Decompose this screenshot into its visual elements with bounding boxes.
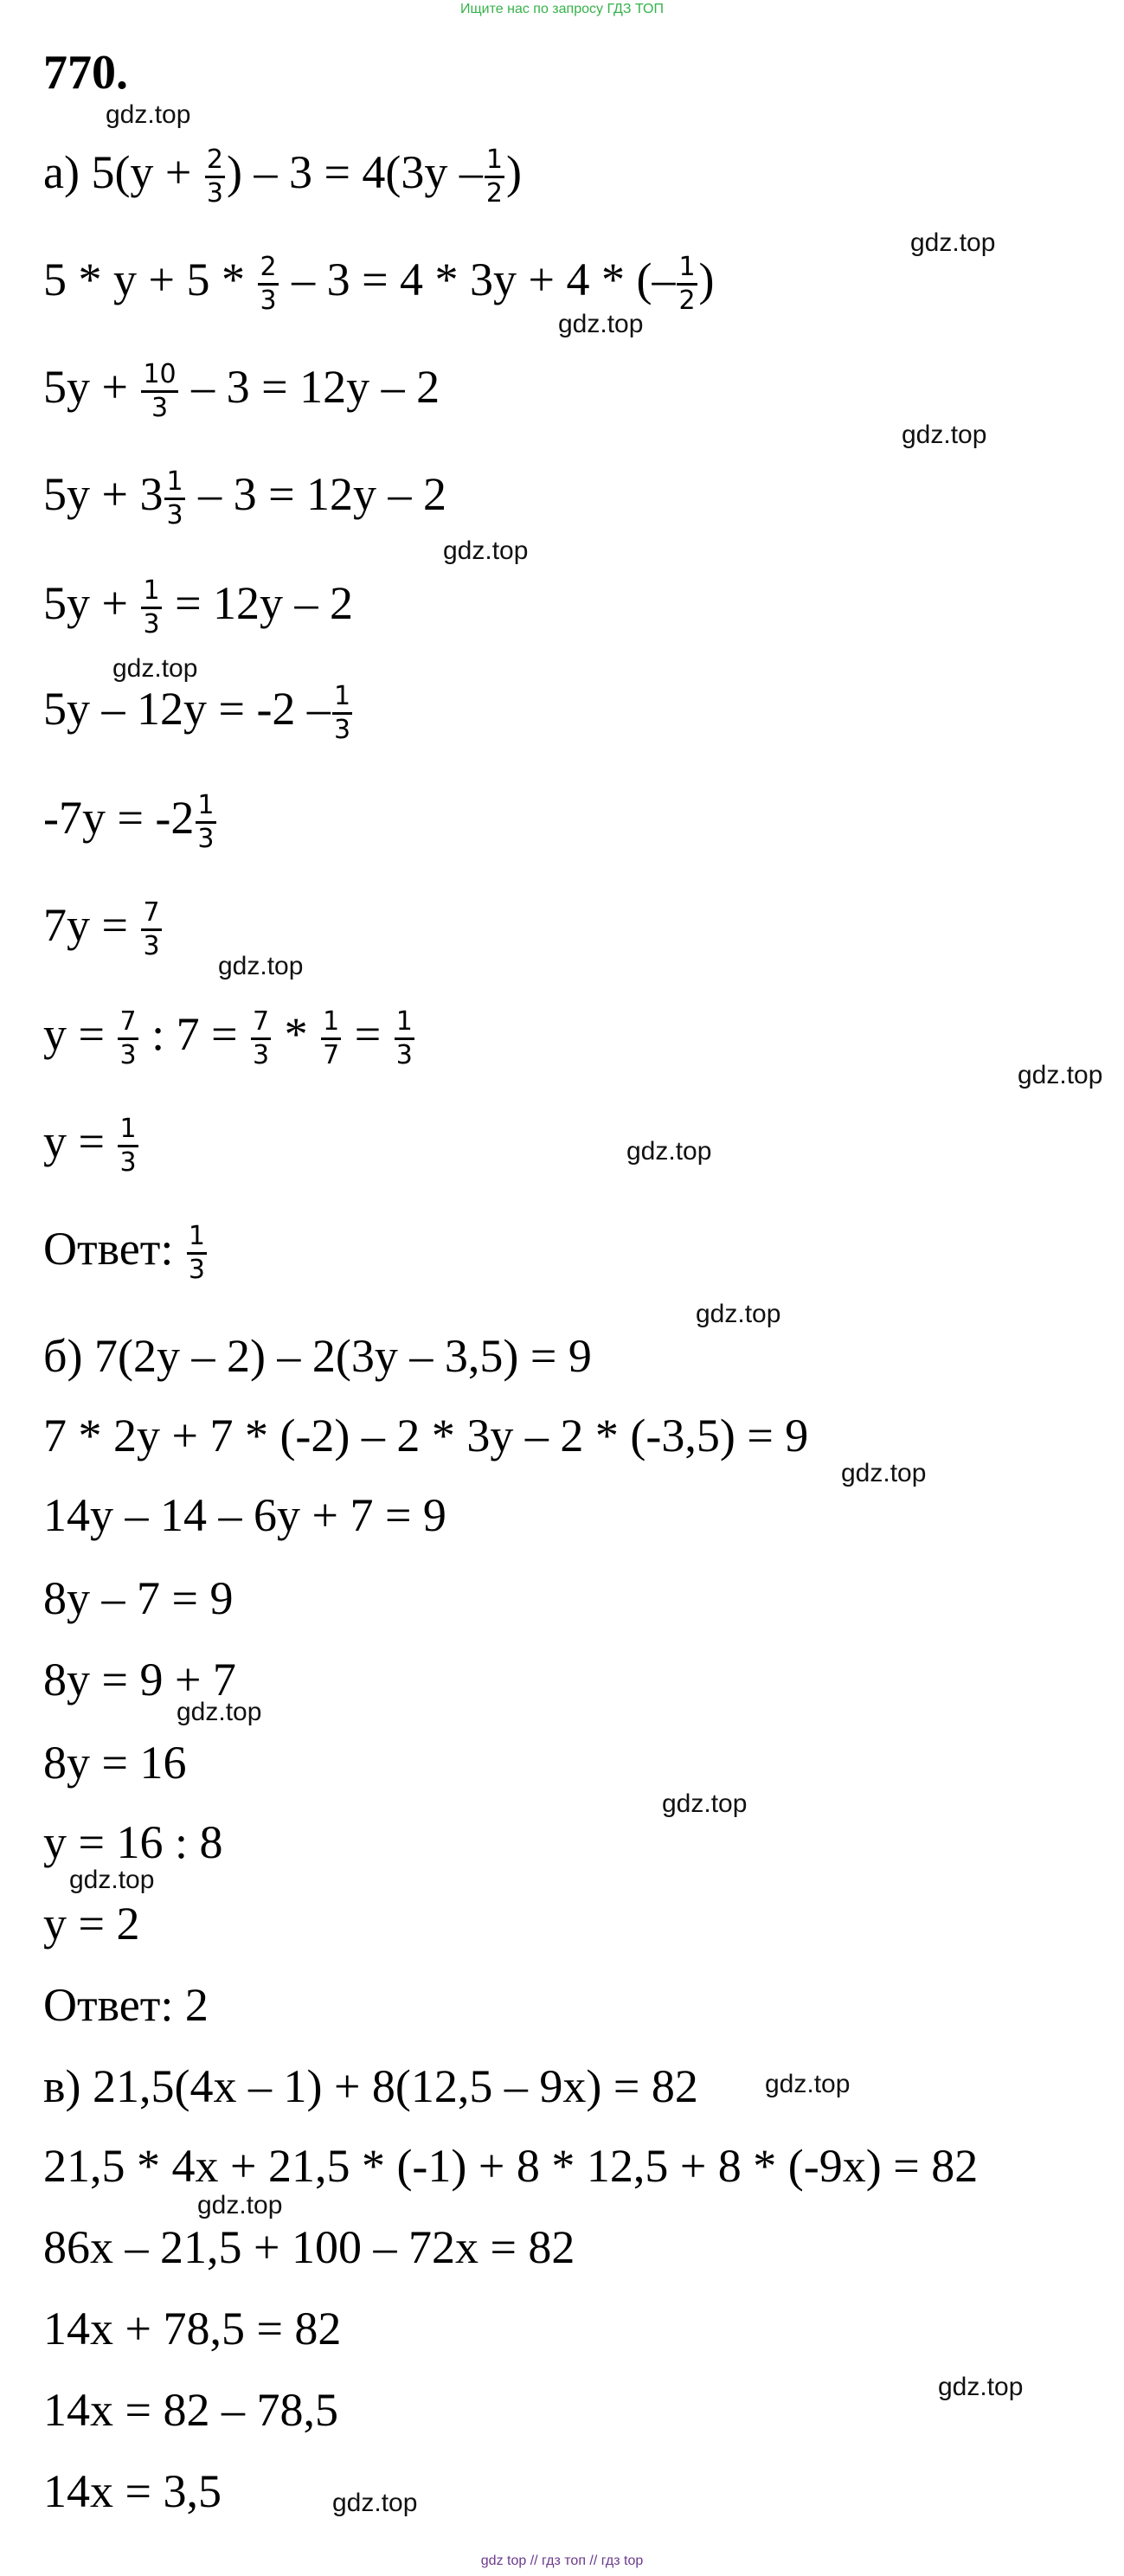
equation-b-line-6: 8y = 16 <box>43 1737 187 1789</box>
equation-a-line-1: а) 5(y + $\frac{2}{3}$ ) – 3 = 4(3y – $\frac{1}{2}$ ) <box>43 145 522 209</box>
search-banner[interactable]: Ищите нас по запросу ГДЗ ТОП <box>460 2 664 16</box>
answer-b: Ответ: 2 <box>43 1979 209 2031</box>
watermark: gdz.top <box>938 2373 1024 2401</box>
equation-a-line-5: 5y + $\frac{1}{3}$ = 12y – 2 <box>43 575 354 639</box>
equation-c-line-2: 21,5 * 4x + 21,5 * (-1) + 8 * 12,5 + 8 * (-9x) = 82 <box>43 2140 979 2192</box>
watermark: gdz.top <box>910 228 996 257</box>
equation-a-line-7: -7y = -2 $\frac{1}{3}$ <box>43 790 215 854</box>
fraction: $\frac{1}{3}$ <box>188 1221 205 1285</box>
fraction: $\frac{7}{3}$ <box>119 1006 137 1070</box>
watermark: gdz.top <box>1018 1061 1103 1089</box>
equation-c-line-6: 14x = 3,5 <box>43 2465 222 2517</box>
fraction: $\frac{1}{3}$ <box>333 681 351 745</box>
fraction: $\frac{2}{3}$ <box>206 145 223 209</box>
fraction: $\frac{1}{3}$ <box>395 1006 413 1070</box>
watermark: gdz.top <box>332 2489 418 2517</box>
equation-c-line-3: 86x – 21,5 + 100 – 72x = 82 <box>43 2221 575 2273</box>
footer-links[interactable]: gdz top // гдз топ // гдз top <box>480 2554 644 2568</box>
fraction: $\frac{1}{2}$ <box>678 252 696 316</box>
equation-a-line-8: 7y = $\frac{7}{3}$ <box>43 897 160 961</box>
watermark: gdz.top <box>443 536 529 565</box>
fraction: $\frac{1}{7}$ <box>323 1006 340 1070</box>
watermark: gdz.top <box>112 654 198 683</box>
watermark: gdz.top <box>197 2191 283 2219</box>
equation-c-line-1: в) 21,5(4x – 1) + 8(12,5 – 9x) = 82 <box>43 2060 698 2112</box>
fraction: $\frac{7}{3}$ <box>143 897 160 961</box>
equation-b-line-5: 8y = 9 + 7 <box>43 1654 236 1706</box>
problem-number: 770. <box>43 46 128 100</box>
equation-c-line-4: 14x + 78,5 = 82 <box>43 2303 342 2354</box>
equation-b-line-1: б) 7(2y – 2) – 2(3y – 3,5) = 9 <box>43 1330 592 1382</box>
answer-a: Ответ: $\frac{1}{3}$ <box>43 1221 205 1285</box>
equation-a-line-4: 5y + 3 $\frac{1}{3}$ – 3 = 12y – 2 <box>43 466 447 530</box>
fraction: $\frac{1}{3}$ <box>166 466 183 530</box>
watermark: gdz.top <box>106 100 191 129</box>
watermark: gdz.top <box>69 1866 155 1894</box>
fraction: $\frac{1}{3}$ <box>119 1114 137 1178</box>
watermark: gdz.top <box>218 952 304 980</box>
fraction: $\frac{10}{3}$ <box>143 359 177 423</box>
equation-c-line-5: 14x = 82 – 78,5 <box>43 2384 338 2436</box>
equation-b-line-4: 8y – 7 = 9 <box>43 1572 234 1624</box>
equation-b-line-7: y = 16 : 8 <box>43 1816 223 1868</box>
equation-a-line-3: 5y + $\frac{10}{3}$ – 3 = 12y – 2 <box>43 359 440 423</box>
fraction: $\frac{7}{3}$ <box>253 1006 270 1070</box>
watermark: gdz.top <box>626 1137 712 1166</box>
equation-b-line-3: 14y – 14 – 6y + 7 = 9 <box>43 1489 446 1541</box>
equation-a-line-6: 5y – 12y = -2 – $\frac{1}{3}$ <box>43 681 351 745</box>
watermark: gdz.top <box>662 1789 748 1818</box>
fraction: $\frac{2}{3}$ <box>260 252 277 316</box>
watermark: gdz.top <box>841 1459 927 1487</box>
watermark: gdz.top <box>902 421 987 449</box>
watermark: gdz.top <box>177 1698 262 1726</box>
equation-a-line-9: y = $\frac{7}{3}$ : 7 = $\frac{7}{3}$ * $\frac{1}{7}$ = $\frac{1}{3}$ <box>43 1006 413 1070</box>
fraction: $\frac{1}{3}$ <box>197 790 215 854</box>
fraction: $\frac{1}{2}$ <box>485 145 503 209</box>
watermark: gdz.top <box>696 1300 781 1328</box>
watermark: gdz.top <box>765 2070 851 2098</box>
fraction: $\frac{1}{3}$ <box>143 575 160 639</box>
equation-b-line-2: 7 * 2y + 7 * (-2) – 2 * 3y – 2 * (-3,5) = 9 <box>43 1410 809 1461</box>
equation-a-line-10: y = $\frac{1}{3}$ <box>43 1114 137 1178</box>
equation-a-line-2: 5 * y + 5 * $\frac{2}{3}$ – 3 = 4 * 3y + 4 * (– $\frac{1}{2}$ ) <box>43 252 715 316</box>
equation-b-line-8: y = 2 <box>43 1898 140 1950</box>
watermark: gdz.top <box>558 310 644 338</box>
